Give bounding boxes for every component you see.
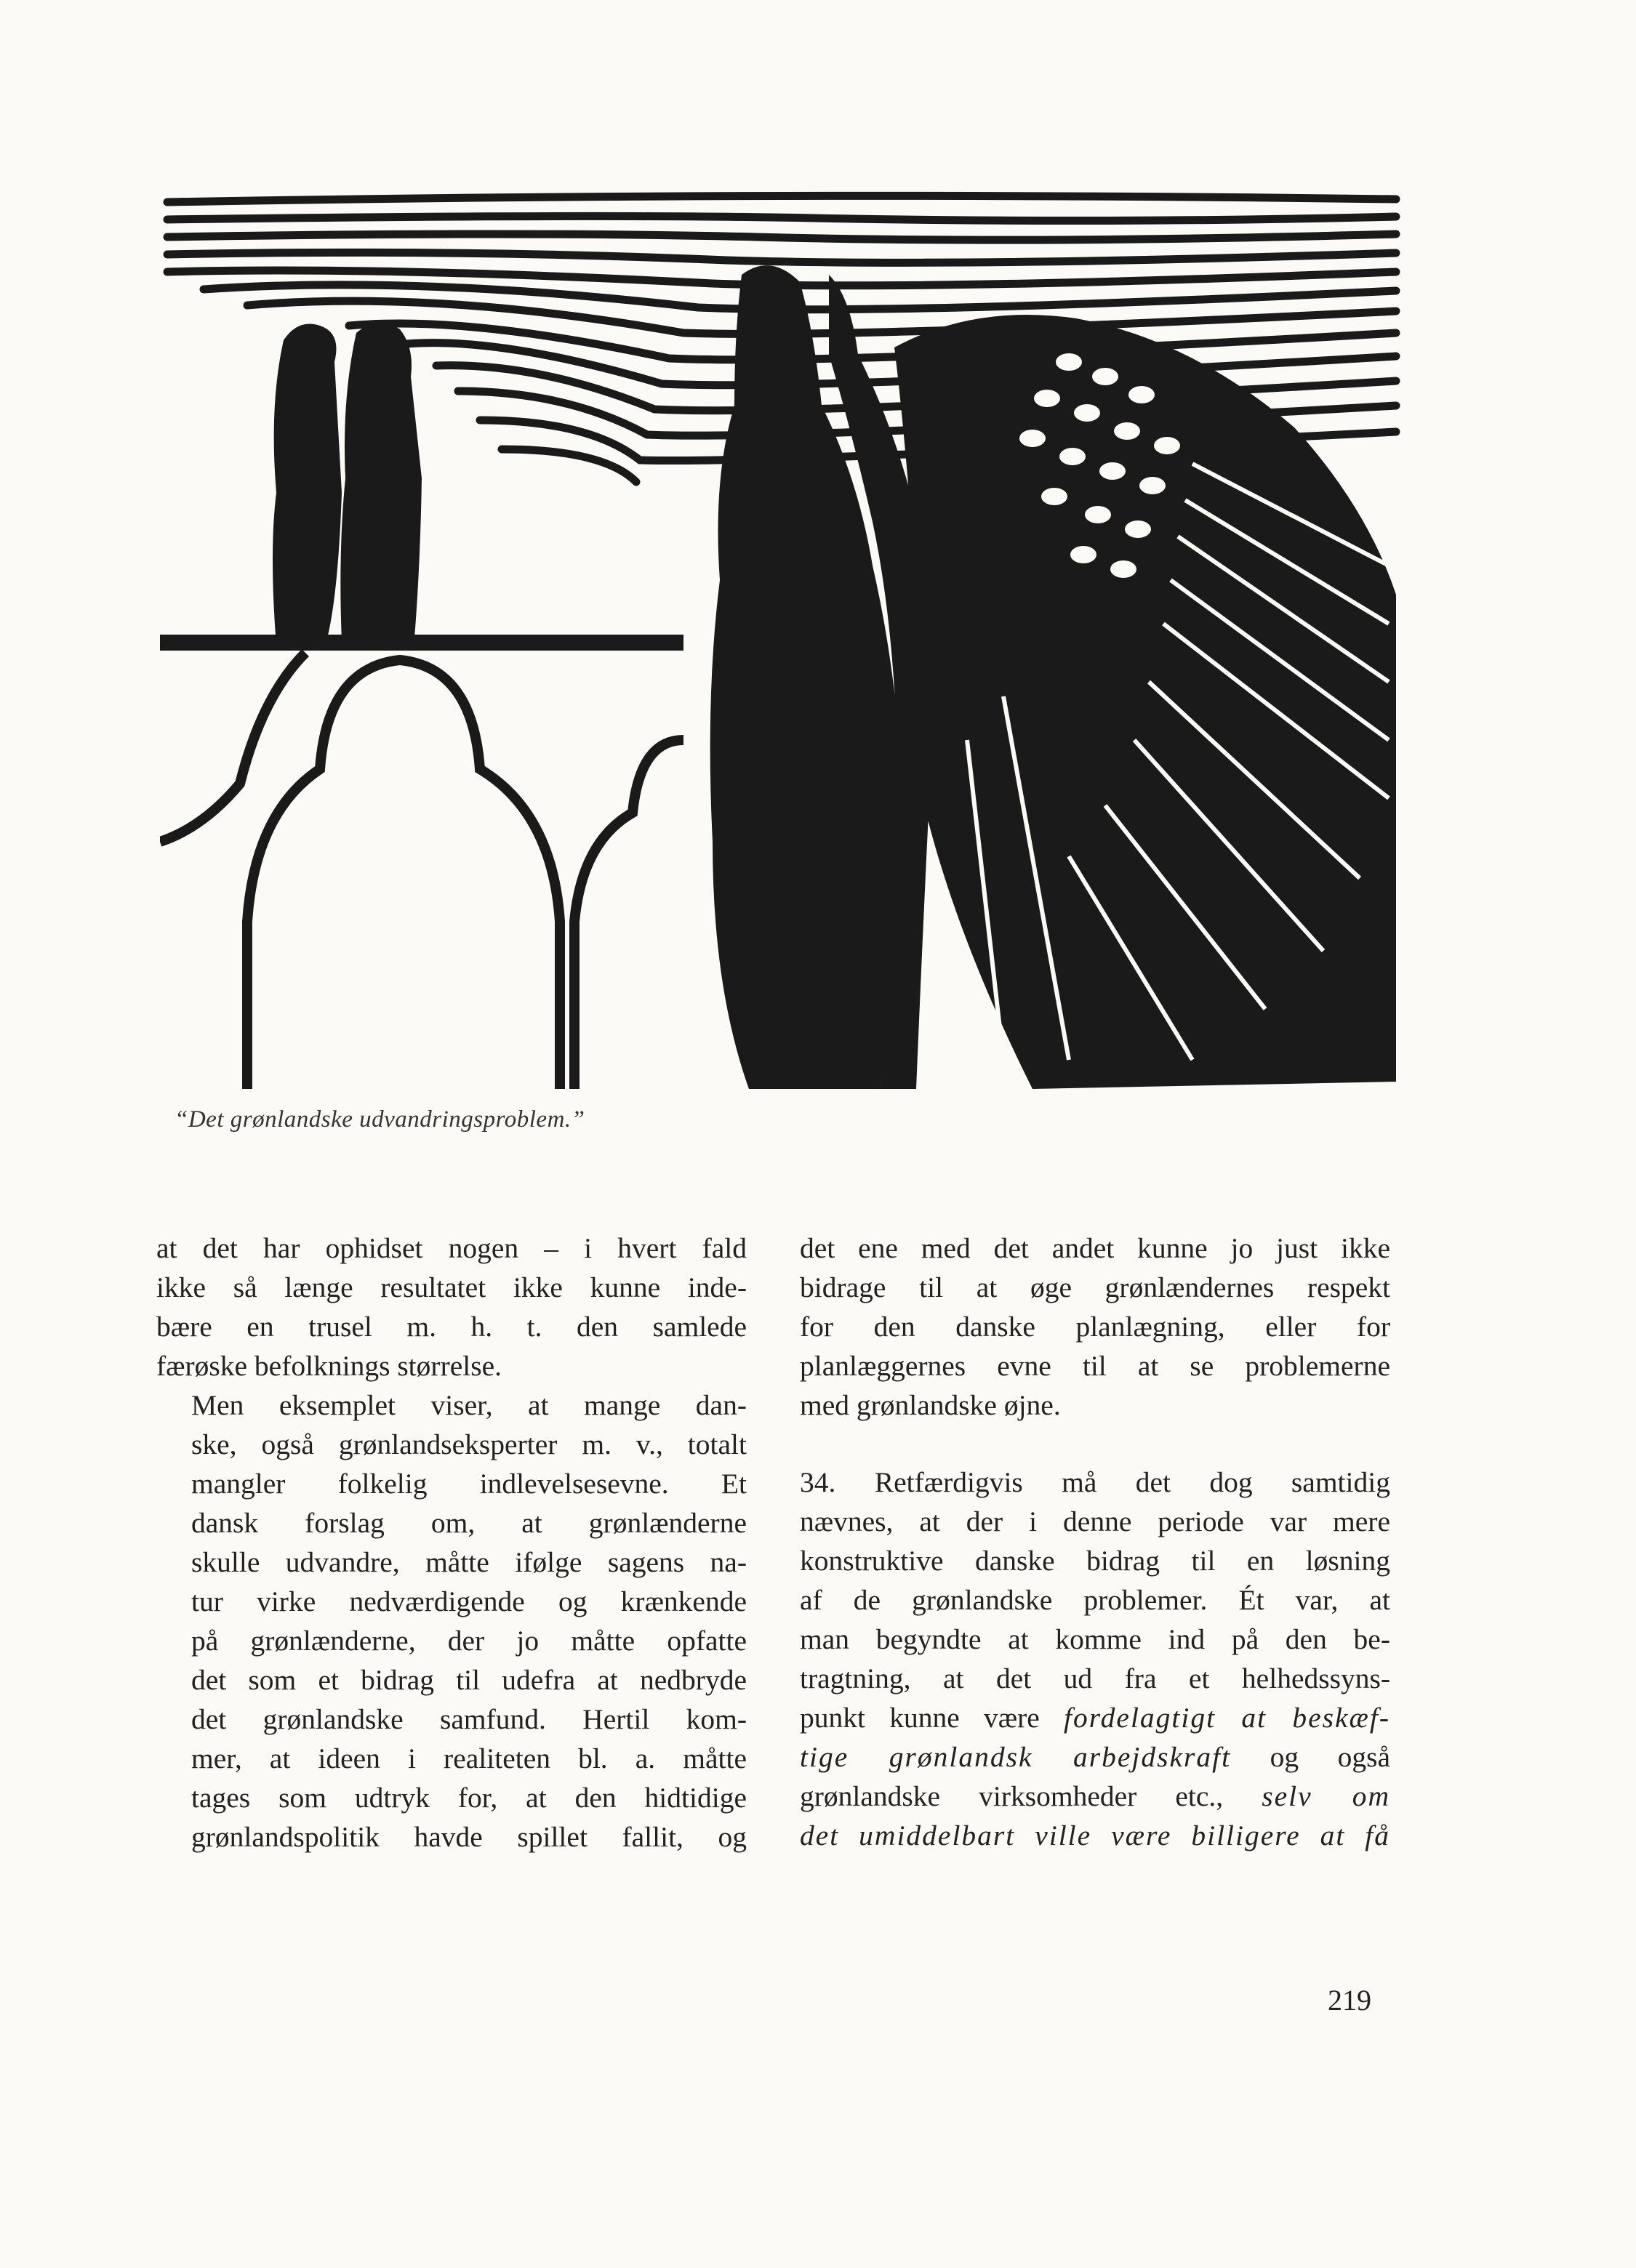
text-emphasis: tige grønlandsk arbejdskraft bbox=[800, 1741, 1232, 1773]
page-number: 219 bbox=[1328, 1984, 1371, 2016]
text-line bbox=[800, 1698, 1390, 1737]
illustration-caption: “Det grønlandske udvandringsproblem.” bbox=[175, 1106, 585, 1133]
text-line: færøske befolknings størrelse. bbox=[156, 1350, 502, 1382]
text-emphasis: selv om bbox=[1262, 1780, 1391, 1812]
text-plain: og også bbox=[1270, 1741, 1390, 1773]
ground-line bbox=[160, 635, 683, 651]
text-line: for den danske planlægning, eller for bbox=[800, 1311, 1390, 1343]
text-line bbox=[800, 1777, 1390, 1816]
text-line: nævnes, at der i denne periode var mere bbox=[800, 1505, 1390, 1537]
text-emphasis: det umiddelbart ville være billigere at få bbox=[800, 1819, 1390, 1851]
text-line: tages som udtryk for, at den hidtidige bbox=[191, 1782, 747, 1814]
text-line: med grønlandske øjne. bbox=[800, 1389, 1061, 1421]
text-line: det grønlandske samfund. Hertil kom- bbox=[191, 1703, 747, 1735]
text-line: Men eksemplet viser, at mange dan- bbox=[191, 1389, 747, 1421]
text-line: skulle udvandre, måtte ifølge sagens na- bbox=[191, 1546, 747, 1578]
left-paragraph-2 bbox=[156, 1386, 747, 1857]
text-line: konstruktive danske bidrag til en løsning bbox=[800, 1545, 1390, 1577]
text-line bbox=[800, 1816, 1390, 1855]
right-column bbox=[800, 1228, 1390, 1855]
text-plain: punkt kunne være bbox=[800, 1702, 1040, 1734]
text-line: det ene med det andet kunne jo just ikke bbox=[800, 1232, 1390, 1264]
text-line: bidrage til at øge grønlændernes respekt bbox=[800, 1271, 1390, 1303]
text-line: man begyndte at komme ind på den be- bbox=[800, 1623, 1390, 1655]
text-line: af de grønlandske problemer. Ét var, at bbox=[800, 1584, 1390, 1616]
right-paragraph-1 bbox=[800, 1228, 1390, 1425]
right-paragraph-2 bbox=[800, 1463, 1390, 1855]
text-line: at det har ophidset nogen – i hvert fald bbox=[156, 1232, 747, 1264]
left-column bbox=[156, 1228, 747, 1857]
text-line: planlæggernes evne til at se problemerne bbox=[800, 1350, 1390, 1382]
text-line: det som et bidrag til udefra at nedbryde bbox=[191, 1664, 747, 1696]
left-paragraph-1 bbox=[156, 1228, 747, 1386]
text-line: mer, at ideen i realiteten bl. a. måtte bbox=[191, 1742, 747, 1774]
text-plain: grønlandske virksomheder etc., bbox=[800, 1780, 1224, 1812]
text-line: dansk forslag om, at grønlænderne bbox=[191, 1507, 747, 1539]
text-line: 34. Retfærdigvis må det dog samtidig bbox=[800, 1466, 1390, 1498]
text-line: ikke så længe resultatet ikke kunne inde- bbox=[156, 1271, 747, 1303]
text-line: på grønlænderne, der jo måtte opfatte bbox=[191, 1625, 747, 1657]
text-line: mangler folkelig indlevelsesevne. Et bbox=[191, 1468, 747, 1500]
text-line: tragtning, at det ud fra et helhedssyns- bbox=[800, 1662, 1390, 1694]
text-line: tur virke nedværdigende og krænkende bbox=[191, 1585, 747, 1617]
text-line: bære en trusel m. h. t. den samlede bbox=[156, 1311, 747, 1343]
text-line: grønlandspolitik havde spillet fallit, og bbox=[191, 1821, 747, 1853]
woodcut-illustration bbox=[160, 188, 1403, 1096]
text-line: ske, også grønlandseksperter m. v., totalt bbox=[191, 1428, 747, 1460]
text-emphasis: fordelagtigt at beskæf- bbox=[1064, 1702, 1390, 1734]
text-line bbox=[800, 1737, 1390, 1777]
